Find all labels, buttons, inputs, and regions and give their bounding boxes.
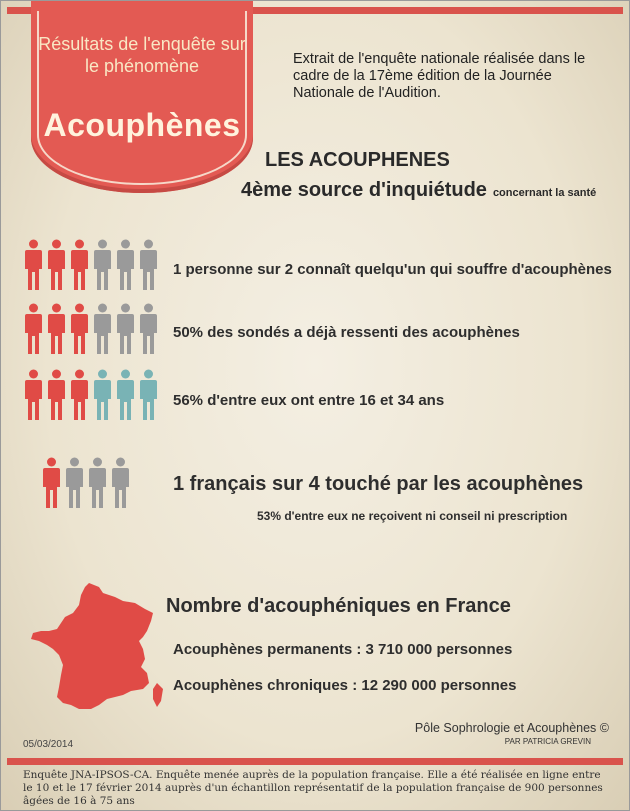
person-icon (48, 303, 65, 355)
person-icon (48, 369, 65, 421)
stat-1-text: 1 personne sur 2 connaît quelqu'un qui souffre d'acouphènes (173, 261, 612, 278)
credit-line: Pôle Sophrologie et Acouphènes © (414, 721, 609, 735)
person-icon (117, 303, 134, 355)
stat-2-text: 50% des sondés a déjà ressenti des acouphènes (173, 324, 520, 341)
survey-source-note: Enquête JNA-IPSOS-CA. Enquête menée auprès de la population française. Elle a été réalisée en ligne entre le 10 et le 17 février 2014 auprès d'un échantillon représentatif de la population française de 900 personnes âgées de 16 à 75 ans (23, 769, 603, 807)
person-icon (43, 457, 60, 509)
person-icon (25, 369, 42, 421)
person-icon (140, 303, 157, 355)
main-heading: LES ACOUPHENES (265, 149, 450, 171)
permanent-count: Acouphènes permanents : 3 710 000 personnes (173, 641, 513, 658)
people-icons-row-1 (25, 239, 157, 291)
person-icon (117, 369, 134, 421)
survey-subtitle: Extrait de l'enquête nationale réalisée dans le cadre de la 17ème édition de la Journée Nationale de l'Audition. (293, 51, 586, 101)
person-icon (140, 239, 157, 291)
heading-text: 4ème source d'inquiétude (241, 179, 487, 201)
person-icon (89, 457, 106, 509)
ribbon-word: Acouphènes (43, 107, 241, 143)
person-icon (117, 239, 134, 291)
title-ribbon (31, 1, 253, 193)
person-icon (71, 239, 88, 291)
people-icons-row-4 (43, 457, 129, 509)
person-icon (94, 369, 111, 421)
chronic-count: Acouphènes chroniques : 12 290 000 personnes (173, 677, 517, 694)
person-icon (25, 303, 42, 355)
person-icon (94, 239, 111, 291)
secondary-heading (241, 179, 596, 202)
stat-4-note: 53% d'entre eux ne reçoivent ni conseil ni prescription (257, 509, 568, 523)
person-icon (94, 303, 111, 355)
person-icon (66, 457, 83, 509)
people-icons-row-3 (25, 369, 157, 421)
author-line: PAR PATRICIA GREVIN (504, 737, 591, 746)
people-icons-row-2 (25, 303, 157, 355)
person-icon (25, 239, 42, 291)
person-icon (112, 457, 129, 509)
credit-block (415, 721, 609, 746)
stat-3-text: 56% d'entre eux ont entre 16 et 34 ans (173, 392, 445, 409)
heading-note: concernant la santé (492, 187, 597, 199)
person-icon (140, 369, 157, 421)
ribbon-title: Résultats de l'enquête sur le phénomène (38, 34, 246, 76)
france-title: Nombre d'acouphéniques en France (166, 595, 511, 617)
bottom-red-bar (7, 758, 623, 765)
france-map (27, 579, 167, 719)
person-icon (48, 239, 65, 291)
publication-date: 05/03/2014 (23, 739, 74, 750)
stat-4-text: 1 français sur 4 touché par les acouphènes (173, 473, 584, 495)
person-icon (71, 369, 88, 421)
person-icon (71, 303, 88, 355)
